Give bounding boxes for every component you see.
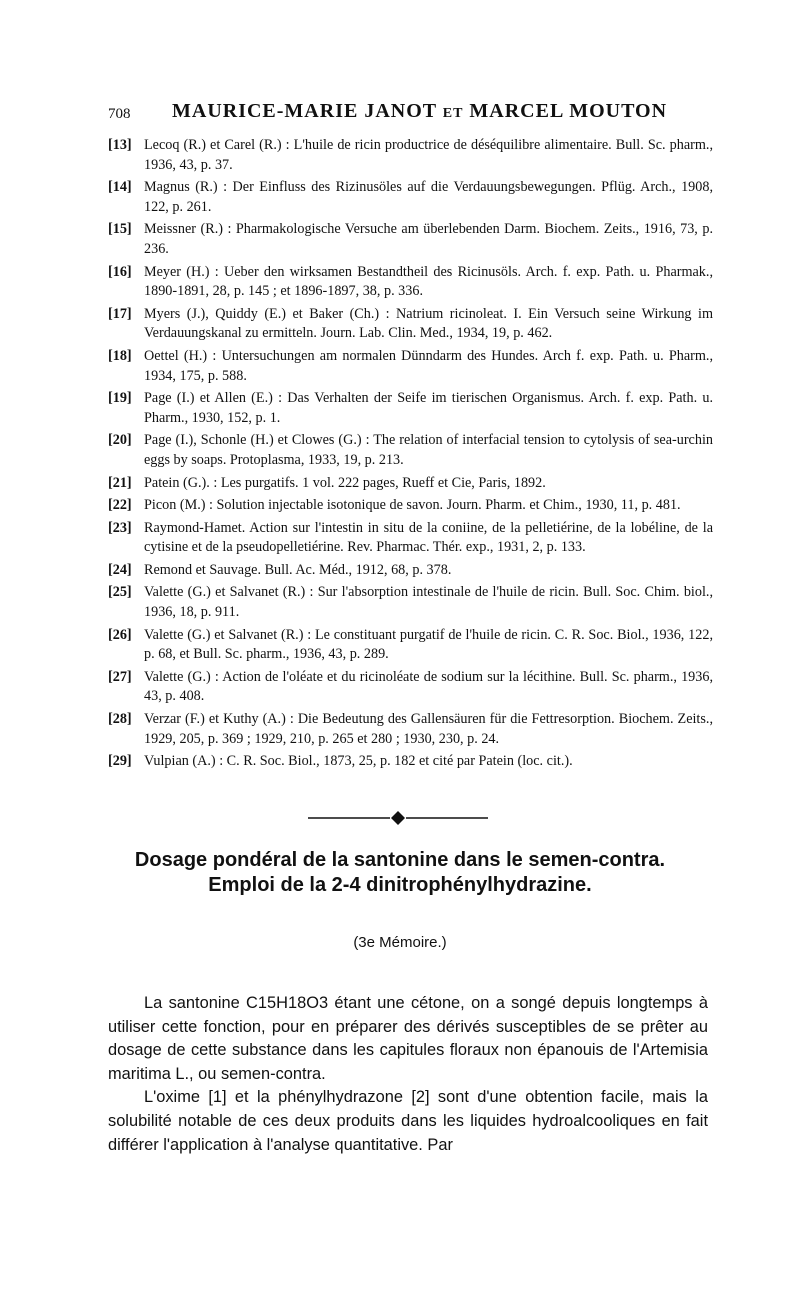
page-number: 708 — [108, 106, 131, 122]
memoire-subtitle: (3e Mémoire.) — [353, 934, 447, 951]
reference-item — [108, 263, 713, 302]
reference-text: Remond et Sauvage. Bull. Ac. Méd., 1912, 68, p. 378. — [144, 561, 452, 578]
reference-text: Valette (G.) : Action de l'oléate et du ricinoléate de sodium sur la lécithine. Bull. Sc. pharm., 1936, 43, p. 408. — [144, 668, 713, 705]
reference-number: [13] — [108, 137, 132, 153]
reference-number: [22] — [108, 497, 132, 514]
reference-item — [108, 583, 713, 622]
reference-item — [108, 668, 713, 707]
reference-text: Verzar (F.) et Kuthy (A.) : Die Bedeutung des Gallensäuren für die Fettresorption. Biochem. Zeits., 1929, 205, p. 369 ; 1929, 210, p. 265 et 280 ; 1930, 230, p. 24. — [144, 711, 713, 747]
reference-text: Meissner (R.) : Pharmakologische Versuche am überlebenden Darm. Biochem. Zeits., 1916, 73, p. 236. — [144, 221, 713, 257]
reference-number: [28] — [108, 711, 132, 728]
reference-number: [25] — [108, 584, 132, 601]
reference-number: [24] — [108, 561, 132, 578]
reference-number: [18] — [108, 347, 132, 364]
reference-item — [108, 305, 713, 344]
reference-text: Page (I.) et Allen (E.) : Das Verhalten der Seife im tierischen Organismus. Arch. f. exp. Path. u. Pharm., 1930, 152, p. 1. — [144, 390, 713, 426]
article-title-line-1: Dosage pondéral de la santonine dans le semen-contra. — [134, 849, 666, 871]
body-paragraph-2: L'oxime [1] et la phénylhydrazone [2] sont d'une obtention facile, mais la solubilité notable de ces deux produits dans les liquides hydroalcooliques en fait différer l'application à l'analyse quantitative. Par — [108, 1088, 708, 1154]
section-divider-ornament — [308, 810, 488, 826]
running-title: MAURICE-MARIE JANOT et MARCEL MOUTON — [172, 100, 668, 122]
reference-item — [108, 752, 713, 772]
reference-text: Valette (G.) et Salvanet (R.) : Le constituant purgatif de l'huile de ricin. C. R. Soc. Biol., 1936, 122, p. 68, et Bull. Sc. pharm., 1936, 43, p. 289. — [144, 626, 713, 663]
reference-item — [108, 389, 713, 428]
reference-number: [21] — [108, 474, 132, 491]
reference-item — [108, 136, 713, 175]
reference-text: Valette (G.) et Salvanet (R.) : Sur l'absorption intestinale de l'huile de ricin. Bull. Soc. Chim. biol., 1936, 18, p. 911. — [144, 584, 713, 621]
reference-text: Meyer (H.) : Ueber den wirksamen Bestandtheil des Ricinusöls. Arch. f. exp. Path. u. Pharmak., 1890-1891, 28, p. 145 ; et 1896-1897, 38, p. 336. — [144, 263, 713, 300]
reference-item — [108, 220, 713, 259]
reference-number: [27] — [108, 668, 132, 685]
reference-number: [14] — [108, 179, 132, 196]
reference-text: Raymond-Hamet. Action sur l'intestin in situ de la coniine, de la pelletiérine, de la lobéline, de la cytisine et de la pseudopelletiérine. Rev. Pharmac. Thér. exp., 1931, 2, p. 133. — [144, 519, 713, 556]
reference-list — [108, 136, 713, 775]
reference-number: [20] — [108, 432, 132, 449]
reference-number: [16] — [108, 263, 132, 280]
reference-item — [108, 431, 713, 470]
reference-text: Magnus (R.) : Der Einfluss des Rizinusöles auf die Verdauungsbewegungen. Pflüg. Arch., 1908, 122, p. 261. — [144, 179, 713, 215]
reference-item — [108, 474, 713, 494]
article-body — [108, 992, 708, 1157]
reference-text: Vulpian (A.) : C. R. Soc. Biol., 1873, 25, p. 182 et cité par Patein (loc. cit.). — [144, 753, 573, 770]
reference-item — [108, 626, 713, 665]
reference-number: [29] — [108, 753, 132, 770]
article-title — [80, 848, 720, 898]
reference-item — [108, 347, 713, 386]
reference-text: Lecoq (R.) et Carel (R.) : L'huile de ricin productrice de déséquilibre alimentaire. Bull. Sc. pharm., 1936, 43, p. 37. — [144, 137, 713, 173]
reference-item — [108, 519, 713, 558]
reference-item — [108, 561, 713, 581]
page-header — [108, 100, 708, 130]
reference-number: [26] — [108, 626, 132, 643]
reference-number: [17] — [108, 305, 132, 322]
reference-text: Oettel (H.) : Untersuchungen am normalen Dünndarm des Hundes. Arch f. exp. Path. u. Pharm., 1934, 175, p. 588. — [144, 347, 713, 384]
reference-number: [15] — [108, 221, 132, 238]
reference-number: [23] — [108, 519, 132, 536]
reference-item — [108, 710, 713, 749]
reference-item — [108, 178, 713, 217]
reference-text: Picon (M.) : Solution injectable isotonique de savon. Journ. Pharm. et Chim., 1930, 11, p. 481. — [144, 497, 681, 514]
reference-item — [108, 496, 713, 516]
article-title-line-2: Emploi de la 2-4 dinitrophénylhydrazine. — [208, 874, 592, 896]
reference-text: Page (I.), Schonle (H.) et Clowes (G.) : The relation of interfacial tension to cytolysis of sea-urchin eggs by soaps. Protoplasma, 1933, 19, p. 213. — [144, 432, 713, 468]
reference-number: [19] — [108, 390, 132, 407]
body-paragraph-1: La santonine C15H18O3 étant une cétone, on a songé depuis longtemps à utiliser cette fonction, pour en préparer des dérivés susceptibles de se prêter au dosage de cette substance dans les capitules floraux non épanouis de l'Artemisia maritima L., ou semen-contra. — [108, 994, 708, 1083]
reference-text: Myers (J.), Quiddy (E.) et Baker (Ch.) : Natrium ricinoleat. I. Ein Versuch seine Wirkung im Verdauungskanal zu ermitteln. Journ. Lab. Clin. Med., 1934, 19, p. 462. — [144, 305, 713, 342]
reference-text: Patein (G.). : Les purgatifs. 1 vol. 222 pages, Rueff et Cie, Paris, 1892. — [144, 474, 546, 491]
